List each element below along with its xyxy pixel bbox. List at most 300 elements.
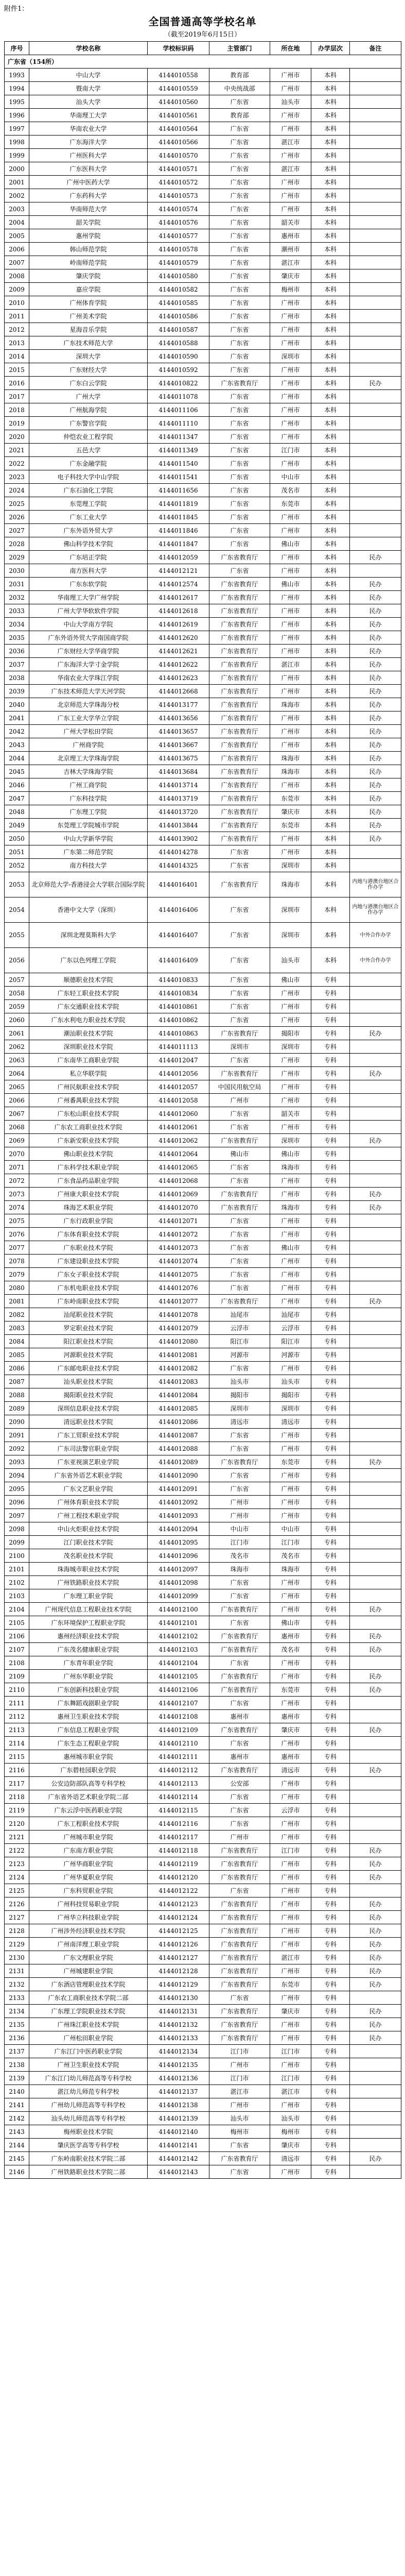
level: 本科 bbox=[311, 671, 350, 685]
school-name: 广东松山职业技术学院 bbox=[29, 1107, 148, 1121]
note: 民办 bbox=[350, 1134, 401, 1147]
school-code: 4144012103 bbox=[148, 1643, 209, 1656]
row-number: 2025 bbox=[5, 497, 29, 511]
level: 专科 bbox=[311, 1000, 350, 1013]
school-code: 4144012105 bbox=[148, 1670, 209, 1683]
school-code: 4144010582 bbox=[148, 283, 209, 296]
school-code: 4144011847 bbox=[148, 537, 209, 551]
school-code: 4144014325 bbox=[148, 859, 209, 872]
school-name: 广东海洋大学 bbox=[29, 135, 148, 149]
school-name: 广东食品药品职业学院 bbox=[29, 1174, 148, 1188]
school-name: 华南理工大学 bbox=[29, 109, 148, 122]
table-row bbox=[5, 2125, 401, 2139]
authority: 教育部 bbox=[209, 109, 270, 122]
authority: 清远市 bbox=[209, 1415, 270, 1429]
school-code: 4144012118 bbox=[148, 1844, 209, 1857]
note bbox=[350, 1496, 401, 1509]
location: 湛江市 bbox=[270, 135, 311, 149]
school-code: 4144012130 bbox=[148, 1991, 209, 2005]
authority: 广东省教育厅 bbox=[209, 805, 270, 819]
note: 内地与港澳台地区合作办学 bbox=[350, 897, 401, 923]
note bbox=[350, 1576, 401, 1589]
row-number: 2103 bbox=[5, 1589, 29, 1603]
school-name: 广州华商职业学院 bbox=[29, 1857, 148, 1871]
location: 广州市 bbox=[270, 1362, 311, 1375]
school-code: 4144012058 bbox=[148, 1094, 209, 1107]
note: 民办 bbox=[350, 685, 401, 698]
authority: 广东省 bbox=[209, 256, 270, 269]
note: 民办 bbox=[350, 2018, 401, 2031]
table-row bbox=[5, 1214, 401, 1228]
authority: 茂名市 bbox=[209, 1549, 270, 1563]
level: 专科 bbox=[311, 1630, 350, 1643]
location: 广州市 bbox=[270, 149, 311, 162]
school-code: 4144012136 bbox=[148, 2072, 209, 2085]
row-number: 1998 bbox=[5, 135, 29, 149]
table-row bbox=[5, 819, 401, 832]
level: 专科 bbox=[311, 1536, 350, 1549]
school-code: 4144012064 bbox=[148, 1147, 209, 1161]
row-number: 1996 bbox=[5, 109, 29, 122]
authority: 广东省 bbox=[209, 1429, 270, 1442]
note: 民办 bbox=[350, 604, 401, 618]
school-name: 广东工贸职业技术学院 bbox=[29, 1429, 148, 1442]
school-code: 4144012075 bbox=[148, 1268, 209, 1281]
note bbox=[350, 859, 401, 872]
note bbox=[350, 1415, 401, 1429]
level: 专科 bbox=[311, 1603, 350, 1616]
note bbox=[350, 2139, 401, 2152]
school-name: 阳江职业技术学院 bbox=[29, 1335, 148, 1348]
row-number: 2049 bbox=[5, 819, 29, 832]
level: 专科 bbox=[311, 1348, 350, 1362]
level: 专科 bbox=[311, 1576, 350, 1589]
school-name: 广州康大职业技术学院 bbox=[29, 1188, 148, 1201]
authority: 广东省 bbox=[209, 923, 270, 948]
row-number: 2003 bbox=[5, 202, 29, 216]
level: 专科 bbox=[311, 1563, 350, 1576]
authority: 广东省 bbox=[209, 859, 270, 872]
school-name: 广东第二师范学院 bbox=[29, 845, 148, 859]
school-name: 华南理工大学广州学院 bbox=[29, 591, 148, 604]
school-code: 4144012132 bbox=[148, 2018, 209, 2031]
school-code: 4144012087 bbox=[148, 1429, 209, 1442]
authority: 广东省教育厅 bbox=[209, 1764, 270, 1777]
table-row bbox=[5, 2005, 401, 2018]
school-name: 南方医科大学 bbox=[29, 564, 148, 578]
note: 民办 bbox=[350, 1201, 401, 1214]
location: 广州市 bbox=[270, 564, 311, 578]
authority: 广东省 bbox=[209, 390, 270, 403]
school-code: 4144012117 bbox=[148, 1831, 209, 1844]
authority: 广州市 bbox=[209, 1094, 270, 1107]
note: 民办 bbox=[350, 792, 401, 805]
authority: 广东省 bbox=[209, 564, 270, 578]
school-code: 4144010833 bbox=[148, 973, 209, 987]
table-row bbox=[5, 1147, 401, 1161]
authority: 广东省 bbox=[209, 987, 270, 1000]
table-row bbox=[5, 778, 401, 792]
location: 肇庆市 bbox=[270, 2139, 311, 2152]
note bbox=[350, 202, 401, 216]
table-row bbox=[5, 189, 401, 202]
table-row bbox=[5, 1040, 401, 1054]
level: 专科 bbox=[311, 1067, 350, 1080]
location: 广州市 bbox=[270, 711, 311, 725]
level: 本科 bbox=[311, 69, 350, 82]
level: 专科 bbox=[311, 1134, 350, 1147]
level: 专科 bbox=[311, 1402, 350, 1415]
school-name: 广东轻工职业技术学院 bbox=[29, 987, 148, 1000]
authority: 汕尾市 bbox=[209, 1308, 270, 1321]
level: 本科 bbox=[311, 229, 350, 243]
school-code: 4144011078 bbox=[148, 390, 209, 403]
level: 本科 bbox=[311, 189, 350, 202]
level: 专科 bbox=[311, 1482, 350, 1496]
school-code: 4144012621 bbox=[148, 645, 209, 658]
table-row bbox=[5, 1348, 401, 1362]
note bbox=[350, 1656, 401, 1670]
row-number: 2122 bbox=[5, 1844, 29, 1857]
row-number: 2139 bbox=[5, 2072, 29, 2085]
authority: 广东省教育厅 bbox=[209, 1134, 270, 1147]
location: 广州市 bbox=[270, 189, 311, 202]
school-name: 肇庆医学高等专科学校 bbox=[29, 2139, 148, 2152]
location: 广州市 bbox=[270, 671, 311, 685]
location: 广州市 bbox=[270, 1067, 311, 1080]
table-row bbox=[5, 470, 401, 484]
note bbox=[350, 1281, 401, 1295]
school-name: 河源职业技术学院 bbox=[29, 1348, 148, 1362]
table-row bbox=[5, 645, 401, 658]
row-number: 2032 bbox=[5, 591, 29, 604]
table-row bbox=[5, 2165, 401, 2179]
school-code: 4144012106 bbox=[148, 1683, 209, 1697]
row-number: 2029 bbox=[5, 551, 29, 564]
authority: 广东省教育厅 bbox=[209, 1978, 270, 1991]
school-name: 华南农业大学 bbox=[29, 122, 148, 135]
table-row bbox=[5, 1603, 401, 1616]
school-name: 珠海城市职业技术学院 bbox=[29, 1563, 148, 1576]
note: 民办 bbox=[350, 1964, 401, 1978]
school-code: 4144012099 bbox=[148, 1589, 209, 1603]
location: 江门市 bbox=[270, 2072, 311, 2085]
location: 广州市 bbox=[270, 1857, 311, 1871]
row-number: 2145 bbox=[5, 2152, 29, 2165]
row-number: 2061 bbox=[5, 1027, 29, 1040]
row-number: 2096 bbox=[5, 1496, 29, 1509]
authority: 广东省 bbox=[209, 1482, 270, 1496]
table-row bbox=[5, 631, 401, 645]
school-code: 4144013675 bbox=[148, 752, 209, 765]
note bbox=[350, 2085, 401, 2098]
note bbox=[350, 1255, 401, 1268]
note bbox=[350, 109, 401, 122]
table-row bbox=[5, 243, 401, 256]
note: 民办 bbox=[350, 1683, 401, 1697]
column-header: 序号 bbox=[5, 42, 29, 55]
location: 广州市 bbox=[270, 987, 311, 1000]
level: 专科 bbox=[311, 1442, 350, 1455]
authority: 广东省 bbox=[209, 135, 270, 149]
row-number: 2016 bbox=[5, 377, 29, 390]
authority: 广东省教育厅 bbox=[209, 1027, 270, 1040]
authority: 惠州市 bbox=[209, 1750, 270, 1764]
authority: 广东省 bbox=[209, 310, 270, 323]
school-name: 韶关学院 bbox=[29, 216, 148, 229]
table-row bbox=[5, 973, 401, 987]
row-number: 2052 bbox=[5, 859, 29, 872]
level: 专科 bbox=[311, 1255, 350, 1268]
table-row bbox=[5, 1589, 401, 1603]
location: 广州市 bbox=[270, 377, 311, 390]
location: 广州市 bbox=[270, 202, 311, 216]
location: 广州市 bbox=[270, 524, 311, 537]
school-code: 4144012061 bbox=[148, 1121, 209, 1134]
row-number: 2018 bbox=[5, 403, 29, 417]
table-row bbox=[5, 1388, 401, 1402]
school-code: 4144012101 bbox=[148, 1616, 209, 1630]
school-code: 4144012083 bbox=[148, 1375, 209, 1388]
location: 广州市 bbox=[270, 122, 311, 135]
authority: 惠州市 bbox=[209, 1710, 270, 1723]
location: 湛江市 bbox=[270, 256, 311, 269]
authority: 揭阳市 bbox=[209, 1388, 270, 1402]
table-row bbox=[5, 1067, 401, 1080]
row-number: 2017 bbox=[5, 390, 29, 403]
authority: 广东省教育厅 bbox=[209, 1455, 270, 1469]
authority: 广东省教育厅 bbox=[209, 872, 270, 897]
school-code: 4144012134 bbox=[148, 2045, 209, 2058]
school-name: 广东财经大学 bbox=[29, 363, 148, 377]
row-number: 2109 bbox=[5, 1670, 29, 1683]
table-row bbox=[5, 1201, 401, 1214]
row-number: 2053 bbox=[5, 872, 29, 897]
note: 民办 bbox=[350, 2152, 401, 2165]
level: 专科 bbox=[311, 1429, 350, 1442]
authority: 广东省 bbox=[209, 1442, 270, 1455]
table-row bbox=[5, 1563, 401, 1576]
school-code: 4144012071 bbox=[148, 1214, 209, 1228]
note: 民办 bbox=[350, 1871, 401, 1884]
row-number: 2111 bbox=[5, 1697, 29, 1710]
school-name: 广东机电职业技术学院 bbox=[29, 1281, 148, 1295]
table-row bbox=[5, 725, 401, 738]
authority: 广东省教育厅 bbox=[209, 725, 270, 738]
table-row bbox=[5, 1027, 401, 1040]
row-number: 2054 bbox=[5, 897, 29, 923]
table-row bbox=[5, 2031, 401, 2045]
level: 本科 bbox=[311, 202, 350, 216]
school-code: 4144012127 bbox=[148, 1951, 209, 1964]
note bbox=[350, 2125, 401, 2139]
row-number: 2046 bbox=[5, 778, 29, 792]
row-number: 2001 bbox=[5, 176, 29, 189]
location: 湛江市 bbox=[270, 162, 311, 176]
location: 广州市 bbox=[270, 591, 311, 604]
table-row bbox=[5, 872, 401, 897]
note: 中外合作办学 bbox=[350, 948, 401, 973]
location: 深圳市 bbox=[270, 923, 311, 948]
school-code: 4144012114 bbox=[148, 1790, 209, 1804]
authority: 广东省教育厅 bbox=[209, 1857, 270, 1871]
authority: 广东省教育厅 bbox=[209, 2018, 270, 2031]
level: 专科 bbox=[311, 1174, 350, 1188]
table-row bbox=[5, 1174, 401, 1188]
table-row bbox=[5, 511, 401, 524]
authority: 云浮市 bbox=[209, 1321, 270, 1335]
row-number: 2141 bbox=[5, 2098, 29, 2112]
table-row bbox=[5, 805, 401, 819]
school-code: 4144012068 bbox=[148, 1174, 209, 1188]
school-name: 江门职业技术学院 bbox=[29, 1536, 148, 1549]
note bbox=[350, 1174, 401, 1188]
school-name: 广东职业技术学院 bbox=[29, 1241, 148, 1255]
level: 专科 bbox=[311, 1723, 350, 1737]
school-code: 4144012111 bbox=[148, 1750, 209, 1764]
row-number: 2116 bbox=[5, 1764, 29, 1777]
row-number: 2076 bbox=[5, 1228, 29, 1241]
table-row bbox=[5, 283, 401, 296]
location: 茂名市 bbox=[270, 1643, 311, 1656]
level: 本科 bbox=[311, 363, 350, 377]
school-name: 广东工业大学 bbox=[29, 511, 148, 524]
school-name: 广东建设职业技术学院 bbox=[29, 1255, 148, 1268]
location: 广州市 bbox=[270, 2098, 311, 2112]
level: 专科 bbox=[311, 2165, 350, 2179]
table-row bbox=[5, 1764, 401, 1777]
authority: 广东省 bbox=[209, 296, 270, 310]
location: 广州市 bbox=[270, 1121, 311, 1134]
row-number: 2067 bbox=[5, 1107, 29, 1121]
school-name: 广东江门中医药职业学院 bbox=[29, 2045, 148, 2058]
school-name: 广东警官学院 bbox=[29, 417, 148, 430]
table-row bbox=[5, 765, 401, 778]
level: 专科 bbox=[311, 1415, 350, 1429]
school-name: 汕尾职业技术学院 bbox=[29, 1308, 148, 1321]
authority: 深圳市 bbox=[209, 1040, 270, 1054]
note bbox=[350, 1817, 401, 1831]
level: 专科 bbox=[311, 1362, 350, 1375]
authority: 广东省教育厅 bbox=[209, 2031, 270, 2045]
row-number: 2144 bbox=[5, 2139, 29, 2152]
row-number: 2007 bbox=[5, 256, 29, 269]
row-number: 2033 bbox=[5, 604, 29, 618]
school-code: 4144012618 bbox=[148, 604, 209, 618]
note bbox=[350, 1429, 401, 1442]
row-number: 2080 bbox=[5, 1281, 29, 1295]
row-number: 2077 bbox=[5, 1241, 29, 1255]
row-number: 2036 bbox=[5, 645, 29, 658]
table-row bbox=[5, 1630, 401, 1643]
authority: 广东省 bbox=[209, 897, 270, 923]
row-number: 2120 bbox=[5, 1817, 29, 1831]
level: 本科 bbox=[311, 497, 350, 511]
note bbox=[350, 2098, 401, 2112]
school-name: 吉林大学珠海学院 bbox=[29, 765, 148, 778]
school-code: 4144012108 bbox=[148, 1710, 209, 1723]
school-name: 广东南华工商职业学院 bbox=[29, 1054, 148, 1067]
level: 本科 bbox=[311, 765, 350, 778]
school-name: 广东行政职业学院 bbox=[29, 1214, 148, 1228]
level: 专科 bbox=[311, 1643, 350, 1656]
location: 广州市 bbox=[270, 1295, 311, 1308]
level: 专科 bbox=[311, 2005, 350, 2018]
location: 湛江市 bbox=[270, 2085, 311, 2098]
authority: 广东省 bbox=[209, 1697, 270, 1710]
row-number: 2073 bbox=[5, 1188, 29, 1201]
location: 佛山市 bbox=[270, 1616, 311, 1630]
school-code: 4144012091 bbox=[148, 1482, 209, 1496]
authority: 广东省 bbox=[209, 1589, 270, 1603]
authority: 广东省教育厅 bbox=[209, 591, 270, 604]
location: 广州市 bbox=[270, 1281, 311, 1295]
location: 广州市 bbox=[270, 1228, 311, 1241]
school-code: 4144012072 bbox=[148, 1228, 209, 1241]
school-code: 4144012133 bbox=[148, 2031, 209, 2045]
row-number: 2022 bbox=[5, 457, 29, 470]
location: 珠海市 bbox=[270, 698, 311, 711]
level: 本科 bbox=[311, 792, 350, 805]
note: 民办 bbox=[350, 1643, 401, 1656]
location: 广州市 bbox=[270, 417, 311, 430]
school-name: 广州幼儿师范高等专科学校 bbox=[29, 2098, 148, 2112]
row-number: 2065 bbox=[5, 1080, 29, 1094]
note bbox=[350, 122, 401, 135]
note: 民办 bbox=[350, 1027, 401, 1040]
note bbox=[350, 1147, 401, 1161]
table-row bbox=[5, 202, 401, 216]
school-name: 汕头大学 bbox=[29, 95, 148, 109]
school-code: 4144012574 bbox=[148, 578, 209, 591]
row-number: 2027 bbox=[5, 524, 29, 537]
note bbox=[350, 1589, 401, 1603]
note bbox=[350, 1536, 401, 1549]
school-name: 珠海艺术职业学院 bbox=[29, 1201, 148, 1214]
location: 梅州市 bbox=[270, 283, 311, 296]
authority: 广东省 bbox=[209, 216, 270, 229]
school-name: 广州城市职业学院 bbox=[29, 1831, 148, 1844]
school-code: 4144013720 bbox=[148, 805, 209, 819]
note: 民办 bbox=[350, 1844, 401, 1857]
location: 广州市 bbox=[270, 778, 311, 792]
authority: 广东省教育厅 bbox=[209, 1630, 270, 1643]
location: 梅州市 bbox=[270, 2125, 311, 2139]
row-number: 2042 bbox=[5, 725, 29, 738]
table-row bbox=[5, 551, 401, 564]
school-name: 惠州城市职业学院 bbox=[29, 1750, 148, 1764]
level: 专科 bbox=[311, 1549, 350, 1563]
note bbox=[350, 323, 401, 336]
table-row bbox=[5, 497, 401, 511]
school-name: 广东生态工程职业学院 bbox=[29, 1737, 148, 1750]
location: 广州市 bbox=[270, 1790, 311, 1804]
school-code: 4144012097 bbox=[148, 1563, 209, 1576]
table-row bbox=[5, 162, 401, 176]
level: 本科 bbox=[311, 135, 350, 149]
row-number: 2094 bbox=[5, 1469, 29, 1482]
school-name: 广州铁路职业技术学院 bbox=[29, 1576, 148, 1589]
row-number: 2134 bbox=[5, 2005, 29, 2018]
row-number: 2100 bbox=[5, 1549, 29, 1563]
school-name: 广州铁路职业技术学院二部 bbox=[29, 2165, 148, 2179]
row-number: 1999 bbox=[5, 149, 29, 162]
authority: 广东省 bbox=[209, 189, 270, 202]
school-code: 4144012109 bbox=[148, 1723, 209, 1737]
school-code: 4144012056 bbox=[148, 1067, 209, 1080]
authority: 广东省 bbox=[209, 511, 270, 524]
authority: 广东省 bbox=[209, 1804, 270, 1817]
